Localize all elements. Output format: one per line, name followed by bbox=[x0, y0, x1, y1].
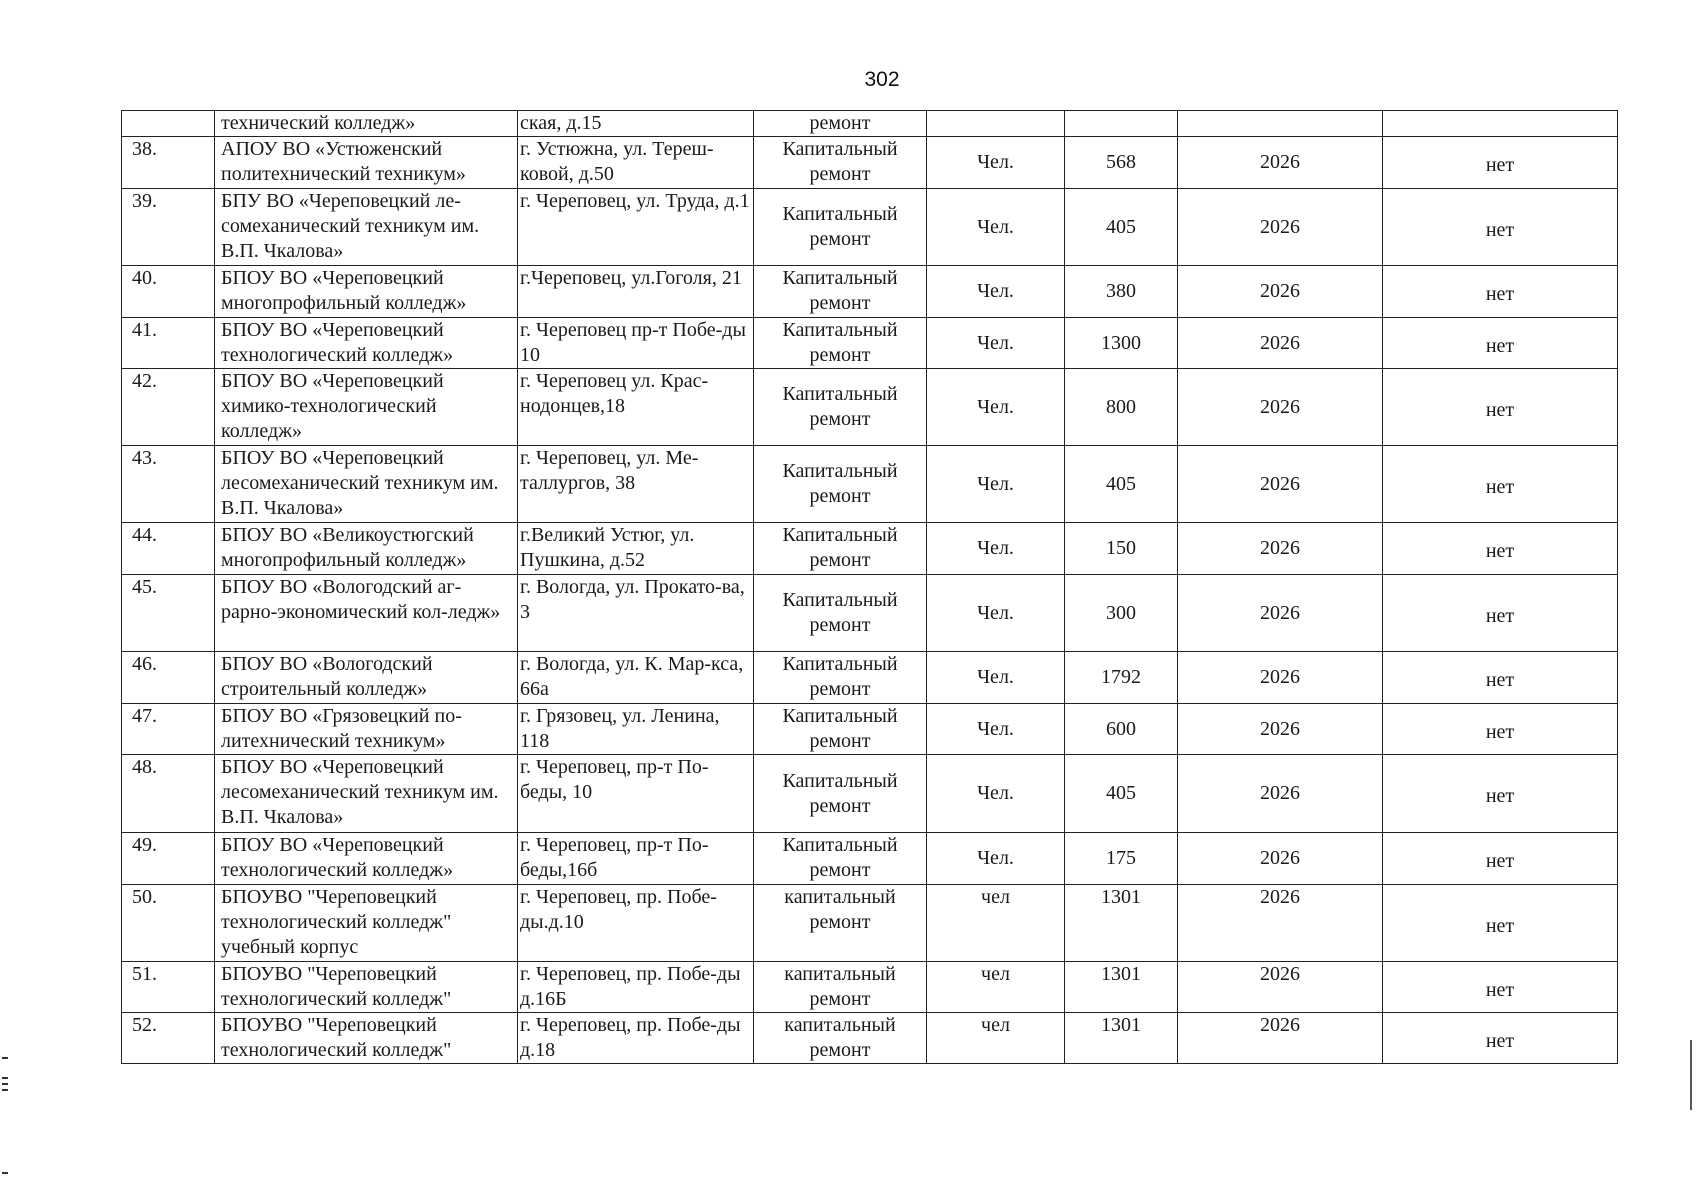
institution-name: технический колледж» bbox=[215, 111, 518, 137]
unit: Чел. bbox=[927, 652, 1065, 704]
capacity bbox=[1065, 111, 1178, 137]
table-row bbox=[122, 575, 1618, 652]
year: 2026 bbox=[1178, 575, 1383, 652]
year: 2026 bbox=[1178, 885, 1383, 962]
table-row bbox=[122, 266, 1618, 318]
row-number: 48. bbox=[122, 755, 215, 833]
row-number: 51. bbox=[122, 962, 215, 1013]
work-type: Капитальный ремонт bbox=[754, 137, 927, 189]
capacity: 568 bbox=[1065, 137, 1178, 189]
capacity: 1300 bbox=[1065, 318, 1178, 369]
capacity: 1301 bbox=[1065, 962, 1178, 1013]
row-number: 40. bbox=[122, 266, 215, 318]
table-row bbox=[122, 137, 1618, 189]
note: нет bbox=[1383, 755, 1618, 833]
year: 2026 bbox=[1178, 704, 1383, 755]
institution-name: БПОУ ВО «Вологодский аг-рарно-экономический кол-ледж» bbox=[215, 575, 518, 652]
table-row bbox=[122, 885, 1618, 962]
institution-name: БПОУ ВО «Череповецкий многопрофильный колледж» bbox=[215, 266, 518, 318]
year: 2026 bbox=[1178, 266, 1383, 318]
year bbox=[1178, 111, 1383, 137]
year: 2026 bbox=[1178, 833, 1383, 885]
note: нет bbox=[1383, 189, 1618, 266]
note: нет bbox=[1383, 446, 1618, 523]
note: нет bbox=[1383, 704, 1618, 755]
note: нет bbox=[1383, 318, 1618, 369]
unit: Чел. bbox=[927, 755, 1065, 833]
capacity: 800 bbox=[1065, 369, 1178, 446]
year: 2026 bbox=[1178, 962, 1383, 1013]
address: г. Череповец, пр. Побе-ды.д.10 bbox=[518, 885, 754, 962]
address: г. Вологда, ул. Прокато-ва, 3 bbox=[518, 575, 754, 652]
capacity: 405 bbox=[1065, 189, 1178, 266]
table-row bbox=[122, 652, 1618, 704]
work-type: ремонт bbox=[754, 111, 927, 137]
scan-edge-mark bbox=[2, 1172, 8, 1174]
row-number: 41. bbox=[122, 318, 215, 369]
table-row bbox=[122, 446, 1618, 523]
institution-name: БПОУ ВО «Великоустюгский многопрофильный колледж» bbox=[215, 523, 518, 575]
institution-name: БПОУ ВО «Череповецкий лесомеханический техникум им. В.П. Чкалова» bbox=[215, 446, 518, 523]
row-number: 45. bbox=[122, 575, 215, 652]
unit: чел bbox=[927, 1013, 1065, 1064]
table-row bbox=[122, 369, 1618, 446]
table-row bbox=[122, 318, 1618, 369]
year: 2026 bbox=[1178, 523, 1383, 575]
year: 2026 bbox=[1178, 755, 1383, 833]
capacity: 300 bbox=[1065, 575, 1178, 652]
capacity: 1792 bbox=[1065, 652, 1178, 704]
capacity: 1301 bbox=[1065, 1013, 1178, 1064]
year: 2026 bbox=[1178, 318, 1383, 369]
address: г. Череповец, пр-т По-беды, 10 bbox=[518, 755, 754, 833]
row-number: 44. bbox=[122, 523, 215, 575]
work-type: Капитальный ремонт bbox=[754, 833, 927, 885]
note: нет bbox=[1383, 137, 1618, 189]
address: г. Вологда, ул. К. Мар-кса, 66а bbox=[518, 652, 754, 704]
scan-edge-mark bbox=[2, 1057, 8, 1059]
row-number: 42. bbox=[122, 369, 215, 446]
unit: Чел. bbox=[927, 266, 1065, 318]
row-number: 49. bbox=[122, 833, 215, 885]
table-row bbox=[122, 755, 1618, 833]
page-number: 302 bbox=[864, 68, 900, 91]
institution-name: БПОУ ВО «Вологодский строительный колледж» bbox=[215, 652, 518, 704]
note: нет bbox=[1383, 575, 1618, 652]
work-type: Капитальный ремонт bbox=[754, 652, 927, 704]
institution-name: БПУ ВО «Череповецкий ле-сомеханический техникум им. В.П. Чкалова» bbox=[215, 189, 518, 266]
unit bbox=[927, 111, 1065, 137]
address: г. Череповец, пр. Побе-ды д.18 bbox=[518, 1013, 754, 1064]
institution-name: БПОУ ВО «Грязовецкий по-литехнический техникум» bbox=[215, 704, 518, 755]
address: г.Череповец, ул.Гоголя, 21 bbox=[518, 266, 754, 318]
capacity: 1301 bbox=[1065, 885, 1178, 962]
year: 2026 bbox=[1178, 137, 1383, 189]
work-type: капитальный ремонт bbox=[754, 1013, 927, 1064]
institution-name: БПОУ ВО «Череповецкий лесомеханический техникум им. В.П. Чкалова» bbox=[215, 755, 518, 833]
note: нет bbox=[1383, 1013, 1618, 1064]
note: нет bbox=[1383, 833, 1618, 885]
table-body bbox=[122, 111, 1618, 1064]
institution-name: БПОУ ВО «Череповецкий технологический колледж» bbox=[215, 318, 518, 369]
row-number: 43. bbox=[122, 446, 215, 523]
unit: Чел. bbox=[927, 833, 1065, 885]
work-type: Капитальный ремонт bbox=[754, 446, 927, 523]
institution-name: БПОУВО "Череповецкий технологический колледж" bbox=[215, 1013, 518, 1064]
note: нет bbox=[1383, 523, 1618, 575]
note: нет bbox=[1383, 369, 1618, 446]
address: г. Череповец пр-т Побе-ды 10 bbox=[518, 318, 754, 369]
work-type: Капитальный ремонт bbox=[754, 189, 927, 266]
table-row bbox=[122, 704, 1618, 755]
note: нет bbox=[1383, 962, 1618, 1013]
institution-name: АПОУ ВО «Устюженский политехнический техникум» bbox=[215, 137, 518, 189]
scan-edge-mark bbox=[2, 1083, 8, 1085]
unit: Чел. bbox=[927, 369, 1065, 446]
unit: Чел. bbox=[927, 523, 1065, 575]
row-number: 46. bbox=[122, 652, 215, 704]
capacity: 175 bbox=[1065, 833, 1178, 885]
work-type: Капитальный ремонт bbox=[754, 704, 927, 755]
capacity: 150 bbox=[1065, 523, 1178, 575]
unit: Чел. bbox=[927, 318, 1065, 369]
row-number: 50. bbox=[122, 885, 215, 962]
note: нет bbox=[1383, 885, 1618, 962]
address: г.Великий Устюг, ул. Пушкина, д.52 bbox=[518, 523, 754, 575]
work-type: Капитальный ремонт bbox=[754, 266, 927, 318]
work-type: Капитальный ремонт bbox=[754, 318, 927, 369]
note: нет bbox=[1383, 652, 1618, 704]
unit: Чел. bbox=[927, 704, 1065, 755]
row-number bbox=[122, 111, 215, 137]
year: 2026 bbox=[1178, 1013, 1383, 1064]
scan-edge-mark bbox=[2, 1089, 8, 1091]
table-row bbox=[122, 111, 1618, 137]
address: г. Череповец, ул. Ме-таллургов, 38 bbox=[518, 446, 754, 523]
note bbox=[1383, 111, 1618, 137]
address: г. Грязовец, ул. Ленина, 118 bbox=[518, 704, 754, 755]
unit: Чел. bbox=[927, 189, 1065, 266]
row-number: 47. bbox=[122, 704, 215, 755]
table-row bbox=[122, 833, 1618, 885]
capacity: 405 bbox=[1065, 755, 1178, 833]
address: г. Череповец ул. Крас-нодонцев,18 bbox=[518, 369, 754, 446]
year: 2026 bbox=[1178, 652, 1383, 704]
address: г. Череповец, пр. Побе-ды д.16Б bbox=[518, 962, 754, 1013]
table-row bbox=[122, 523, 1618, 575]
row-number: 39. bbox=[122, 189, 215, 266]
institution-name: БПОУВО "Череповецкий технологический колледж" bbox=[215, 962, 518, 1013]
capacity: 600 bbox=[1065, 704, 1178, 755]
institution-name: БПОУВО "Череповецкий технологический колледж" учебный корпус bbox=[215, 885, 518, 962]
unit: чел bbox=[927, 962, 1065, 1013]
scan-edge-line bbox=[1690, 1040, 1692, 1110]
address: г. Череповец, ул. Труда, д.1 bbox=[518, 189, 754, 266]
work-type: Капитальный ремонт bbox=[754, 523, 927, 575]
address: ская, д.15 bbox=[518, 111, 754, 137]
facilities-table bbox=[121, 110, 1618, 1064]
address: г. Устюжна, ул. Тереш-ковой, д.50 bbox=[518, 137, 754, 189]
year: 2026 bbox=[1178, 446, 1383, 523]
work-type: капитальный ремонт bbox=[754, 962, 927, 1013]
work-type: Капитальный ремонт bbox=[754, 369, 927, 446]
table-row bbox=[122, 189, 1618, 266]
unit: Чел. bbox=[927, 446, 1065, 523]
table-row bbox=[122, 962, 1618, 1013]
unit: Чел. bbox=[927, 575, 1065, 652]
unit: Чел. bbox=[927, 137, 1065, 189]
row-number: 52. bbox=[122, 1013, 215, 1064]
capacity: 405 bbox=[1065, 446, 1178, 523]
address: г. Череповец, пр-т По-беды,16б bbox=[518, 833, 754, 885]
institution-name: БПОУ ВО «Череповецкий химико-технологический колледж» bbox=[215, 369, 518, 446]
table-row bbox=[122, 1013, 1618, 1064]
unit: чел bbox=[927, 885, 1065, 962]
work-type: капитальный ремонт bbox=[754, 885, 927, 962]
work-type: Капитальный ремонт bbox=[754, 755, 927, 833]
year: 2026 bbox=[1178, 369, 1383, 446]
work-type: Капитальный ремонт bbox=[754, 575, 927, 652]
scan-edge-mark bbox=[2, 1077, 8, 1079]
year: 2026 bbox=[1178, 189, 1383, 266]
note: нет bbox=[1383, 266, 1618, 318]
row-number: 38. bbox=[122, 137, 215, 189]
capacity: 380 bbox=[1065, 266, 1178, 318]
institution-name: БПОУ ВО «Череповецкий технологический колледж» bbox=[215, 833, 518, 885]
